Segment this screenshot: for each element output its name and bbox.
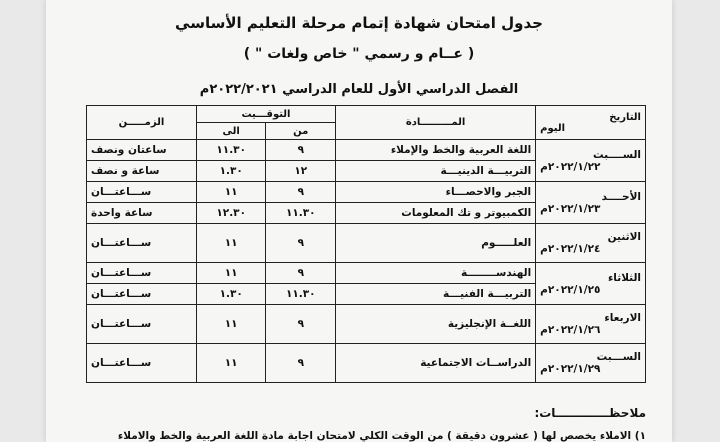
subject-cell: الجبر والاحصـــاء xyxy=(336,182,536,203)
title-line-2: ( عــام و رسمي " خاص ولغات " ) xyxy=(243,46,475,62)
schedule-body xyxy=(87,140,646,383)
day-label: الســـبت xyxy=(596,351,641,363)
to-cell: ١.٣٠ xyxy=(196,284,266,305)
day-date-cell xyxy=(536,182,646,224)
header-day: اليوم xyxy=(540,122,566,134)
to-cell: ١١ xyxy=(196,182,266,203)
exam-schedule-table xyxy=(86,105,646,383)
to-cell: ١٢.٣٠ xyxy=(196,203,266,224)
title-line-1: جدول امتحان شهادة إتمام مرحلة التعليم الأساسي xyxy=(175,14,543,32)
header-to: الى xyxy=(196,123,266,140)
day-date-cell xyxy=(536,263,646,305)
document-page xyxy=(46,0,672,442)
from-cell: ٩ xyxy=(266,224,336,263)
title-line-3: الفصل الدراسي الأول للعام الدراسي ٢٠٢٢/٢٠٢١م xyxy=(199,82,519,97)
from-cell: ٩ xyxy=(266,263,336,284)
subject-cell: اللغة العربية والخط والإملاء xyxy=(336,140,536,161)
subject-cell: الكمبيوتر و تك المعلومات xyxy=(336,203,536,224)
table-row xyxy=(87,305,646,344)
notes-heading: ملاحظـــــــــــــات: xyxy=(534,406,646,420)
duration-cell: ســـاعتـــان xyxy=(87,224,197,263)
to-cell: ١١ xyxy=(196,344,266,383)
duration-cell: ســـاعتـــان xyxy=(87,344,197,383)
duration-cell: ســـاعتـــان xyxy=(87,305,197,344)
from-cell: ٩ xyxy=(266,182,336,203)
duration-cell: ساعتان ونصف xyxy=(87,140,197,161)
subject-cell: التربيـــة الفنيـــة xyxy=(336,284,536,305)
header-date-day xyxy=(536,106,646,140)
duration-cell: ساعة و نصف xyxy=(87,161,197,182)
subject-cell: العلـــــوم xyxy=(336,224,536,263)
subject-cell: التربيـــة الدينيـــة xyxy=(336,161,536,182)
note-1: ١) الاملاء يخصص لها ( عشرون دقيقة ) من الوقت الكلي لامتحان اجابة مادة اللغة العربية والخط والاملاء xyxy=(117,430,646,442)
to-cell: ١.٣٠ xyxy=(196,161,266,182)
day-date-cell xyxy=(536,140,646,182)
day-label: الاثنين xyxy=(607,231,641,243)
table-row xyxy=(87,344,646,383)
date-label: ٢٠٢٢/١/٢٥م xyxy=(540,283,601,296)
duration-cell: ســـاعتـــان xyxy=(87,263,197,284)
day-label: الســــبت xyxy=(593,148,641,161)
table-row xyxy=(87,263,646,284)
subject-cell: اللغــة الإنجليزية xyxy=(336,305,536,344)
day-date-cell xyxy=(536,224,646,263)
date-label: ٢٠٢٢/١/٢٢م xyxy=(540,160,601,173)
date-label: ٢٠٢٢/١/٢٤م xyxy=(540,243,601,255)
table-row xyxy=(87,182,646,203)
table-row xyxy=(87,224,646,263)
day-date-cell xyxy=(536,305,646,344)
date-label: ٢٠٢٢/١/٢٣م xyxy=(540,202,601,215)
to-cell: ١١ xyxy=(196,305,266,344)
subject-cell: الدراســات الاجتماعية xyxy=(336,344,536,383)
duration-cell: ساعة واحدة xyxy=(87,203,197,224)
duration-cell: ســـاعتـــان xyxy=(87,284,197,305)
duration-cell: ســـاعتـــان xyxy=(87,182,197,203)
day-label: الثلاثاء xyxy=(607,271,641,284)
header-subject: المـــــــــادة xyxy=(336,106,536,140)
to-cell: ١١ xyxy=(196,224,266,263)
from-cell: ٩ xyxy=(266,140,336,161)
table-row xyxy=(87,140,646,161)
from-cell: ٩ xyxy=(266,344,336,383)
from-cell: ٩ xyxy=(266,305,336,344)
from-cell: ١١.٣٠ xyxy=(266,203,336,224)
header-from: من xyxy=(266,123,336,140)
date-label: ٢٠٢٢/١/٢٩م xyxy=(540,363,601,375)
date-label: ٢٠٢٢/١/٢٦م xyxy=(540,324,601,336)
day-label: الأحــــد xyxy=(601,190,641,203)
day-label: الاربعاء xyxy=(604,312,641,324)
from-cell: ١٢ xyxy=(266,161,336,182)
header-time: التوقـــيت xyxy=(196,106,335,123)
header-duration: الزمـــــن xyxy=(87,106,197,140)
to-cell: ١١.٣٠ xyxy=(196,140,266,161)
header-date: التاريخ xyxy=(609,111,641,123)
to-cell: ١١ xyxy=(196,263,266,284)
subject-cell: الهندســــــــة xyxy=(336,263,536,284)
day-date-cell xyxy=(536,344,646,383)
from-cell: ١١.٣٠ xyxy=(266,284,336,305)
